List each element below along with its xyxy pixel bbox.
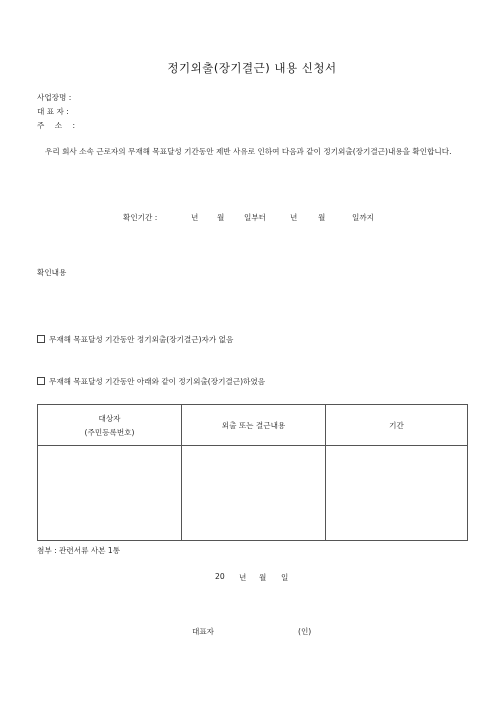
header-subject-id: (주민등록번호) — [84, 427, 135, 437]
period-month-end: 월 — [318, 213, 326, 222]
date-month: 월 — [259, 573, 267, 582]
attachment-note: 첨부 : 관련서류 사본 1통 — [37, 546, 121, 555]
content-label: 확인내용 — [37, 268, 67, 277]
intro-paragraph: 우리 회사 소속 근로자의 무재해 목표달성 기간동안 제반 사유로 인하여 다음과 같이 정기외출(장기결근)내용을 확인합니다. — [45, 147, 452, 156]
cell-subject[interactable] — [38, 446, 182, 541]
absence-table — [37, 404, 468, 541]
document-title: 정기외출(장기결근) 내용 신청서 — [167, 61, 337, 75]
header-subject — [38, 405, 182, 446]
date-year: 년 — [239, 573, 247, 582]
table-row — [38, 446, 468, 541]
period-label: 확인기간 : — [123, 213, 158, 222]
cell-period[interactable] — [326, 446, 468, 541]
header-period: 기간 — [326, 405, 468, 446]
seal-mark: (인) — [298, 627, 312, 636]
signer-label: 대표자 — [192, 627, 215, 636]
option-with-absence — [37, 376, 265, 387]
header-content: 외출 또는 결근내용 — [182, 405, 326, 446]
period-year-start: 년 — [191, 213, 199, 222]
checkbox-no-absence[interactable] — [37, 335, 45, 343]
date-day: 일 — [281, 573, 289, 582]
option-no-absence-text: 무재해 목표달성 기간동안 정기외출(장기결근)자가 없음 — [49, 335, 234, 344]
representative-label: 대 표 자 : — [37, 107, 69, 116]
period-year-end: 년 — [290, 213, 298, 222]
address-label: 주 소 : — [37, 121, 76, 130]
date-prefix: 20 — [215, 572, 225, 581]
company-name-label: 사업장명 : — [37, 93, 72, 102]
header-subject-name: 대상자 — [98, 413, 121, 423]
option-no-absence — [37, 334, 233, 345]
period-from: 일부터 — [244, 213, 267, 222]
period-month-start: 월 — [217, 213, 225, 222]
option-with-absence-text: 무재해 목표달성 기간동안 아래와 같이 정기외출(장기결근)하였음 — [49, 377, 266, 386]
table-header-row — [38, 405, 468, 446]
cell-content[interactable] — [182, 446, 326, 541]
checkbox-with-absence[interactable] — [37, 377, 45, 385]
period-to: 일까지 — [352, 213, 375, 222]
